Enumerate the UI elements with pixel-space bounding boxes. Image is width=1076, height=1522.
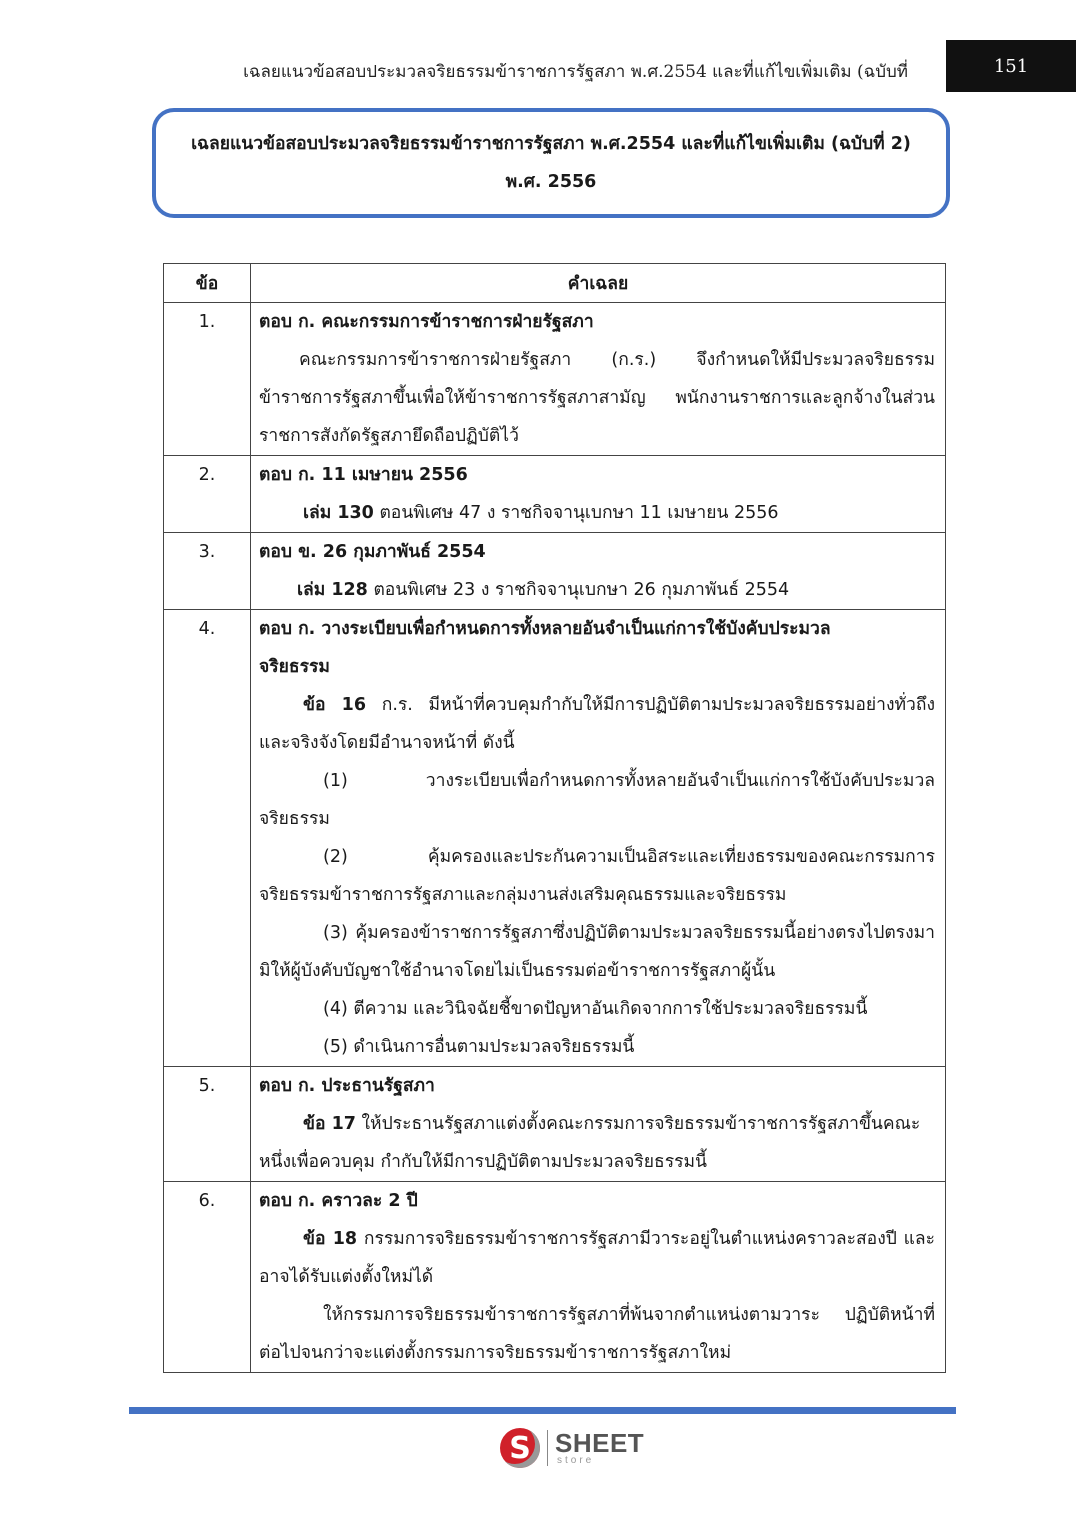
reference-volume: เล่ม 128 xyxy=(297,580,368,600)
answer-line: ตอบ ก. คณะกรรมการข้าราชการฝ่ายรัฐสภา xyxy=(259,312,594,332)
row-content xyxy=(251,610,946,1067)
row-content xyxy=(251,533,946,610)
reference-text: ตอนพิเศษ 47 ง ราชกิจจานุเบกษา 11 เมษายน 2556 xyxy=(373,503,779,523)
answer-table xyxy=(163,263,946,1373)
clause-number: ข้อ 16 xyxy=(303,695,367,715)
reference-line xyxy=(259,571,935,609)
row-content xyxy=(251,456,946,533)
explanation-line: ราชการสังกัดรัฐสภายึดถือปฏิบัติไว้ xyxy=(259,426,519,446)
reference-line xyxy=(259,494,935,532)
page-number: 151 xyxy=(946,40,1076,92)
answer-line: จริยธรรม xyxy=(259,657,330,677)
reference-text: ตอนพิเศษ 23 ง ราชกิจจานุเบกษา 26 กุมภาพันธ์ 2554 xyxy=(367,580,790,600)
explanation-line: คณะกรรมการข้าราชการฝ่ายรัฐสภา (ก.ร.) จึงกำหนดให้มีประมวลจริยธรรม xyxy=(299,350,935,370)
clause-number: ข้อ 17 xyxy=(303,1114,356,1134)
list-item: (4) ตีความ และวินิจฉัยชี้ขาดปัญหาอันเกิดจากการใช้ประมวลจริยธรรมนี้ xyxy=(323,999,868,1019)
title-line-2: พ.ศ. 2556 xyxy=(505,172,597,192)
row-number: 1. xyxy=(164,303,251,456)
list-item: (1) วางระเบียบเพื่อกำหนดการทั้งหลายอันจำเป็นแก่การใช้บังคับประมวล xyxy=(323,771,935,791)
header-number: ข้อ xyxy=(164,264,251,303)
row-number: 2. xyxy=(164,456,251,533)
clause-line: หนึ่งเพื่อควบคุม กำกับให้มีการปฏิบัติตามประมวลจริยธรรมนี้ xyxy=(259,1152,708,1172)
logo-divider xyxy=(547,1430,548,1466)
clause-text: ให้ประธานรัฐสภาแต่งตั้งคณะกรรมการจริยธรรมข้าราชการรัฐสภาขึ้นคณะ xyxy=(355,1114,921,1134)
paragraph-line: ต่อไปจนกว่าจะแต่งตั้งกรรมการจริยธรรมข้าราชการรัฐสภาใหม่ xyxy=(259,1343,732,1363)
clause-text: กรรมการจริยธรรมข้าราชการรัฐสภามีวาระอยู่ในตำแหน่งคราวละสองปี และ xyxy=(357,1229,935,1249)
title-box xyxy=(152,108,950,218)
logo-s-icon: S xyxy=(500,1428,540,1468)
clause-line xyxy=(259,1105,935,1143)
table-row xyxy=(164,533,946,610)
paragraph-line: ให้กรรมการจริยธรรมข้าราชการรัฐสภาที่พ้นจากตำแหน่งตามวาระ ปฏิบัติหน้าที่ xyxy=(323,1305,935,1325)
header-answer: คำเฉลย xyxy=(251,264,946,303)
running-header: เฉลยแนวข้อสอบประมวลจริยธรรมข้าราชการรัฐสภา พ.ศ.2554 และที่แก้ไขเพิ่มเติม (ฉบับที่ xyxy=(243,62,908,82)
table-header-row xyxy=(164,264,946,303)
answer-line: ตอบ ก. คราวละ 2 ปี xyxy=(259,1191,418,1211)
answer-line: ตอบ ก. วางระเบียบเพื่อกำหนดการทั้งหลายอันจำเป็นแก่การใช้บังคับประมวล xyxy=(259,619,831,639)
footer-bar xyxy=(129,1407,956,1414)
logo-text xyxy=(555,1430,644,1466)
list-item: (5) ดำเนินการอื่นตามประมวลจริยธรรมนี้ xyxy=(323,1037,635,1057)
clause-number: ข้อ 18 xyxy=(303,1229,358,1249)
row-number: 3. xyxy=(164,533,251,610)
table-row xyxy=(164,303,946,456)
row-content xyxy=(251,303,946,456)
sheet-store-logo xyxy=(500,1426,644,1470)
list-item: มิให้ผู้บังคับบัญชาใช้อำนาจโดยไม่เป็นธรรมต่อข้าราชการรัฐสภาผู้นั้น xyxy=(259,961,776,981)
table-row xyxy=(164,1067,946,1182)
answer-line: ตอบ ข. 26 กุมภาพันธ์ 2554 xyxy=(259,542,486,562)
reference-volume: เล่ม 130 xyxy=(303,503,374,523)
logo-sub-text: store xyxy=(557,1455,595,1466)
row-number: 4. xyxy=(164,610,251,1067)
logo-main-text: SHEET xyxy=(555,1428,645,1458)
answer-line: ตอบ ก. 11 เมษายน 2556 xyxy=(259,465,468,485)
table-row xyxy=(164,610,946,1067)
list-item: (3) คุ้มครองข้าราชการรัฐสภาซึ่งปฏิบัติตามประมวลจริยธรรมนี้อย่างตรงไปตรงมา xyxy=(323,923,935,943)
clause-line xyxy=(259,1220,935,1258)
clause-line: และจริงจังโดยมีอำนาจหน้าที่ ดังนี้ xyxy=(259,733,515,753)
list-item: จริยธรรมข้าราชการรัฐสภาและกลุ่มงานส่งเสริมคุณธรรมและจริยธรรม xyxy=(259,885,787,905)
row-number: 6. xyxy=(164,1182,251,1373)
row-content xyxy=(251,1182,946,1373)
list-item: จริยธรรม xyxy=(259,809,330,829)
list-item: (2) คุ้มครองและประกันความเป็นอิสระและเที่ยงธรรมของคณะกรรมการ xyxy=(323,847,935,867)
row-number: 5. xyxy=(164,1067,251,1182)
table-row xyxy=(164,456,946,533)
explanation-line: ข้าราชการรัฐสภาขึ้นเพื่อให้ข้าราชการรัฐสภาสามัญ พนักงานราชการและลูกจ้างในส่วน xyxy=(259,388,935,408)
row-content xyxy=(251,1067,946,1182)
title-line-1: เฉลยแนวข้อสอบประมวลจริยธรรมข้าราชการรัฐสภา พ.ศ.2554 และที่แก้ไขเพิ่มเติม (ฉบับที่ 2) xyxy=(191,134,911,154)
table-row xyxy=(164,1182,946,1373)
clause-line xyxy=(259,686,935,724)
answer-line: ตอบ ก. ประธานรัฐสภา xyxy=(259,1076,435,1096)
clause-text: ก.ร. มีหน้าที่ควบคุมกำกับให้มีการปฏิบัติตามประมวลจริยธรรมอย่างทั่วถึง xyxy=(366,695,935,715)
clause-line: อาจได้รับแต่งตั้งใหม่ได้ xyxy=(259,1267,434,1287)
